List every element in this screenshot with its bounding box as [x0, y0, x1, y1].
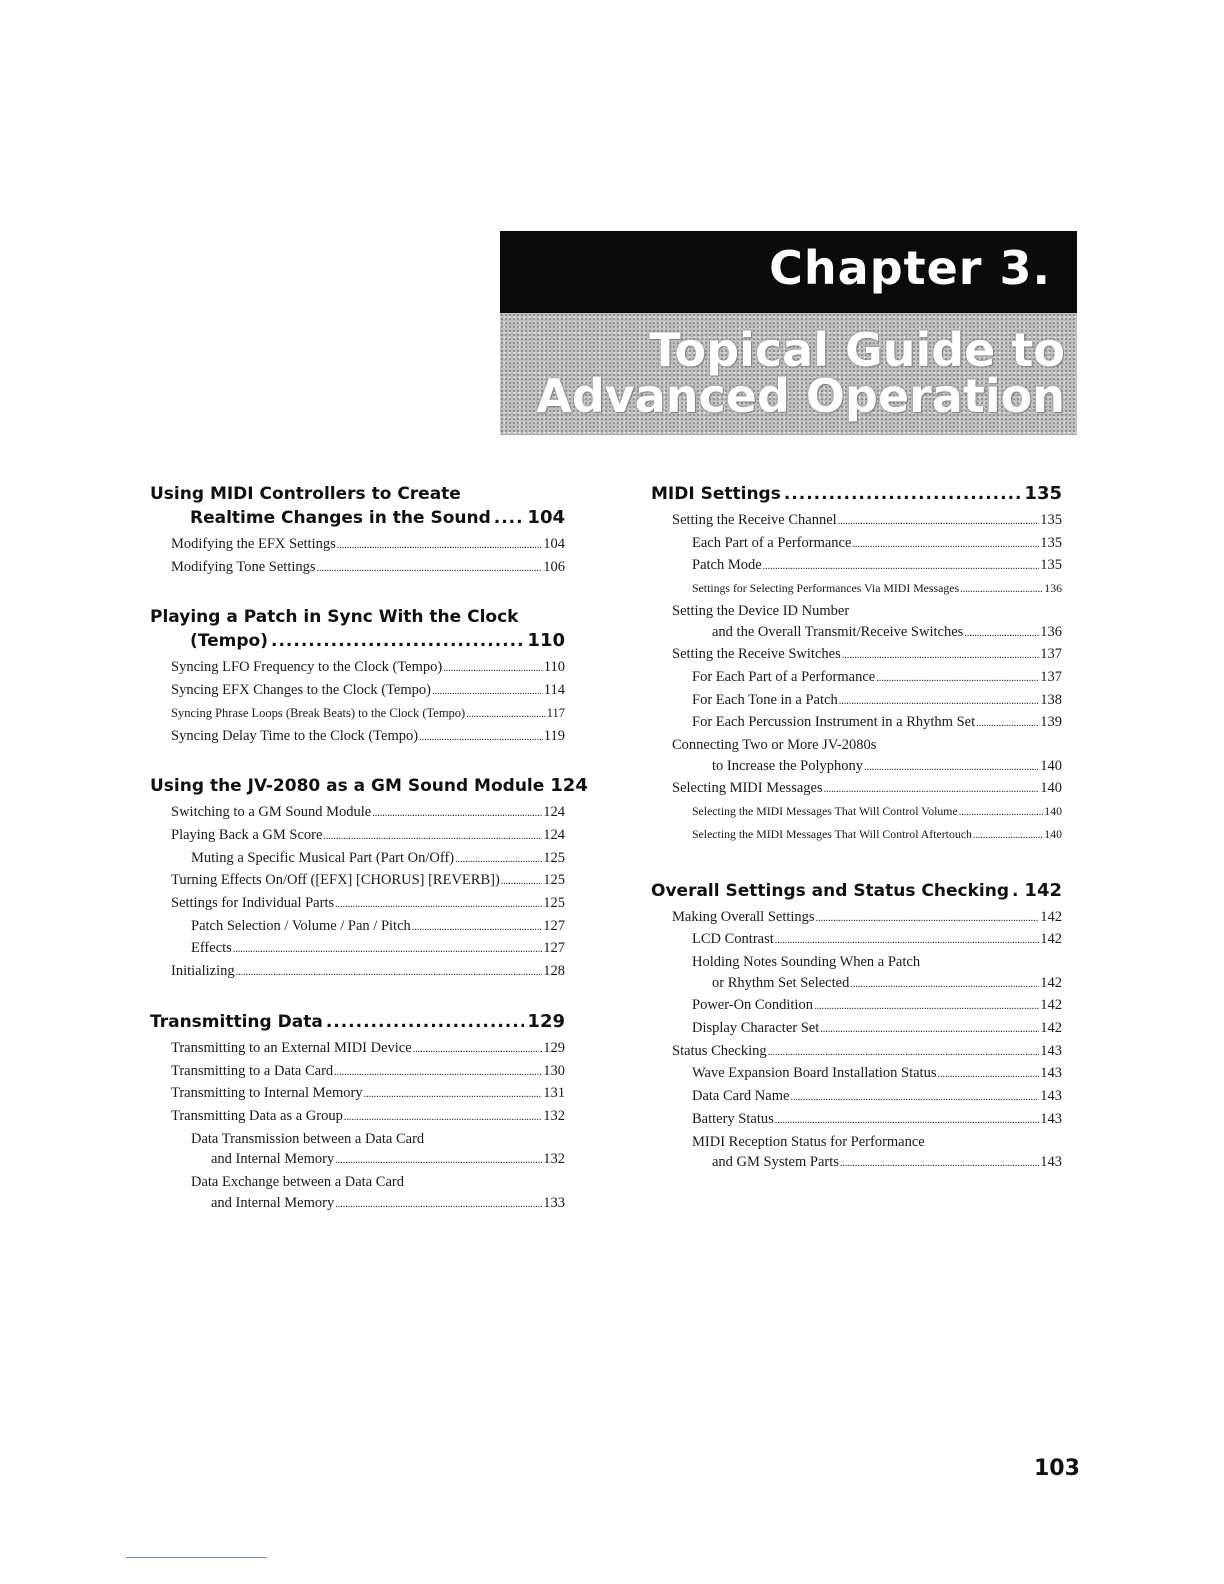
toc-entry[interactable]: Selecting the MIDI Messages That Will Control Volume ..... 140 — [651, 801, 1062, 824]
section-page: 104 — [527, 507, 565, 528]
section-page: 110 — [527, 630, 565, 652]
toc-entry[interactable]: Holding Notes Sounding When a Patch — [692, 953, 921, 970]
toc-entry[interactable]: Selecting MIDI Messages ..... 140 — [651, 778, 1062, 801]
section-heading-continued[interactable]: (Tempo) ..... 110 — [150, 629, 565, 653]
toc-entry[interactable]: Data Transmission between a Data Card — [191, 1130, 425, 1147]
toc-entry[interactable]: Settings for Individual Parts ..... 125 — [150, 893, 565, 916]
toc-entry[interactable]: Transmitting Data as a Group ..... 132 — [150, 1106, 565, 1129]
toc-entry[interactable]: Connecting Two or More JV-2080s — [672, 737, 877, 754]
toc-entry[interactable]: Patch Mode ..... 135 — [651, 555, 1062, 578]
toc-entry-continued[interactable]: and Internal Memory ..... 132 — [150, 1149, 565, 1172]
toc-entry[interactable]: Muting a Specific Musical Part (Part On/Off) ..... 125 — [150, 848, 565, 871]
toc-entry[interactable]: Power-On Condition ..... 142 — [651, 995, 1062, 1018]
toc-entry[interactable]: Setting the Receive Channel ..... 135 — [651, 510, 1062, 533]
toc-entry[interactable]: For Each Part of a Performance ..... 137 — [651, 667, 1062, 690]
toc-entry[interactable]: Making Overall Settings ..... 142 — [651, 907, 1062, 930]
toc-entry[interactable]: Data Card Name ..... 143 — [651, 1086, 1062, 1109]
toc-entry[interactable]: Effects ..... 127 — [150, 938, 565, 961]
toc-entry[interactable]: Modifying the EFX Settings ..... 104 — [150, 534, 565, 557]
toc-entry[interactable]: Playing Back a GM Score ..... 124 — [150, 825, 565, 848]
section-heading[interactable]: Transmitting Data ..... 129 — [150, 1010, 565, 1034]
toc-entry[interactable]: Modifying Tone Settings ..... 106 — [150, 557, 565, 580]
toc-entry[interactable]: LCD Contrast ..... 142 — [651, 929, 1062, 952]
chapter-title-line-2: Advanced Operation — [536, 369, 1065, 423]
toc-entry-continued[interactable]: and Internal Memory ..... 133 — [150, 1193, 565, 1216]
toc-entry[interactable]: MIDI Reception Status for Performance — [692, 1133, 925, 1150]
chapter-label: Chapter 3. — [769, 241, 1051, 295]
section-page: 129 — [527, 1010, 565, 1032]
toc-entry[interactable]: Turning Effects On/Off ([EFX] [CHORUS] [REVERB]) ..... 125 — [150, 870, 565, 893]
toc-entry[interactable]: Transmitting to Internal Memory ..... 131 — [150, 1083, 565, 1106]
toc-entry[interactable]: Transmitting to a Data Card ..... 130 — [150, 1061, 565, 1084]
toc-entry[interactable]: Selecting the MIDI Messages That Will Control Aftertouch ..... 140 — [651, 824, 1062, 847]
section-page: 135 — [1024, 483, 1062, 504]
toc-entry[interactable]: Status Checking ..... 143 — [651, 1041, 1062, 1064]
toc-entry[interactable]: Wave Expansion Board Installation Status ..... 143 — [651, 1063, 1062, 1086]
toc-entry[interactable]: Settings for Selecting Performances Via MIDI Messages ..... 136 — [651, 578, 1062, 601]
toc-entry[interactable]: Battery Status ..... 143 — [651, 1109, 1062, 1132]
toc-entry-continued[interactable]: and GM System Parts ..... 143 — [651, 1152, 1062, 1175]
toc-entry[interactable]: For Each Tone in a Patch ..... 138 — [651, 690, 1062, 713]
section-page: 142 — [1024, 879, 1062, 901]
toc-entry[interactable]: Setting the Receive Switches ..... 137 — [651, 644, 1062, 667]
toc-entry-continued[interactable]: and the Overall Transmit/Receive Switches ..... 136 — [651, 622, 1062, 645]
chapter-title-line-1: Topical Guide to — [649, 323, 1065, 377]
toc-entry[interactable]: Syncing Delay Time to the Clock (Tempo) ..... 119 — [150, 726, 565, 749]
section-heading[interactable]: Using the JV-2080 as a GM Sound Module 124 — [150, 775, 588, 797]
toc-entry[interactable]: Display Character Set ..... 142 — [651, 1018, 1062, 1041]
toc-entry[interactable]: Data Exchange between a Data Card — [191, 1174, 404, 1191]
toc-entry[interactable]: Setting the Device ID Number — [672, 602, 850, 619]
toc-entry[interactable]: Patch Selection / Volume / Pan / Pitch ..... 127 — [150, 916, 565, 939]
page-number: 103 — [1034, 1456, 1080, 1481]
toc-entry-continued[interactable]: or Rhythm Set Selected ..... 142 — [651, 973, 1062, 996]
toc-entry-continued[interactable]: to Increase the Polyphony ..... 140 — [651, 756, 1062, 779]
section-heading-continued[interactable]: Realtime Changes in the Sound ..... 104 — [150, 506, 565, 530]
section-heading[interactable]: Overall Settings and Status Checking ..... 142 — [651, 879, 1062, 903]
toc-entry[interactable]: For Each Percussion Instrument in a Rhythm Set ..... 139 — [651, 712, 1062, 735]
section-heading[interactable]: MIDI Settings ..... 135 — [651, 482, 1062, 506]
chapter-banner — [500, 231, 1077, 313]
toc-entry[interactable]: Transmitting to an External MIDI Device ..... 129 — [150, 1038, 565, 1061]
toc-entry[interactable]: Switching to a GM Sound Module ..... 124 — [150, 802, 565, 825]
toc-entry[interactable]: Syncing LFO Frequency to the Clock (Tempo) ..... 110 — [150, 657, 565, 680]
toc-entry[interactable]: Syncing EFX Changes to the Clock (Tempo) ..... 114 — [150, 680, 565, 703]
toc-right-column — [651, 482, 1062, 1175]
footnote-rule — [126, 1557, 267, 1558]
section-heading[interactable]: Using MIDI Controllers to Create — [150, 484, 461, 504]
toc-entry[interactable]: Initializing ..... 128 — [150, 961, 565, 984]
section-page: 124 — [550, 775, 588, 797]
toc-entry[interactable]: Syncing Phrase Loops (Break Beats) to the Clock (Tempo) ..... 117 — [150, 703, 565, 726]
chapter-title-block — [500, 313, 1077, 435]
toc-entry[interactable]: Each Part of a Performance ..... 135 — [651, 533, 1062, 556]
toc-left-column — [150, 482, 588, 1215]
section-heading[interactable]: Playing a Patch in Sync With the Clock — [150, 607, 519, 628]
